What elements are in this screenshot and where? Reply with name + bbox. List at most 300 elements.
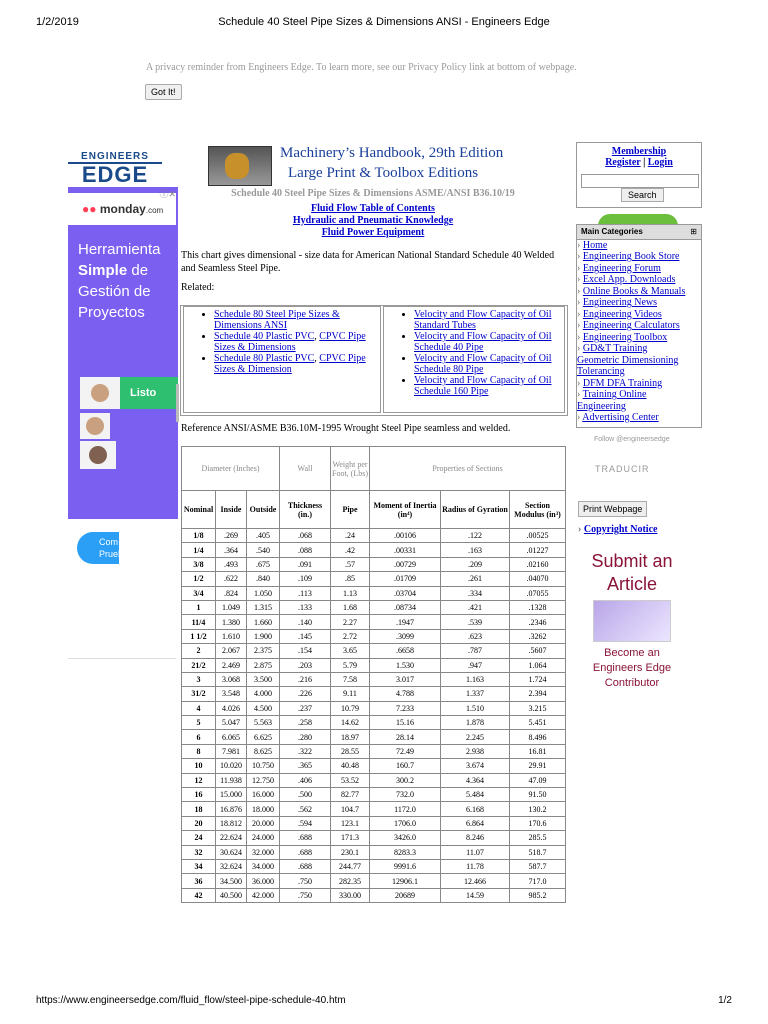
brand-dots-icon: ●●	[82, 202, 100, 216]
table-cell: 244.77	[331, 859, 370, 873]
table-cell: 21/2	[182, 658, 216, 672]
table-cell: .840	[247, 572, 280, 586]
header-weight: Weight per Foot, (Lbs)	[331, 447, 370, 491]
col-modulus: Section Modulus (in³)	[510, 491, 566, 529]
category-link[interactable]: GD&T Training	[582, 343, 648, 354]
table-cell: 330.00	[331, 888, 370, 902]
table-cell: 1/4	[182, 543, 216, 557]
table-cell: 3.017	[370, 672, 441, 686]
table-cell: 1.530	[370, 658, 441, 672]
table-cell: 717.0	[510, 874, 566, 888]
table-cell: .122	[441, 529, 510, 543]
table-cell: 11.78	[441, 859, 510, 873]
table-cell: 20	[182, 816, 216, 830]
table-cell: 15.000	[216, 788, 247, 802]
table-cell: .258	[280, 716, 331, 730]
category-item	[577, 389, 701, 401]
table-cell: 5	[182, 716, 216, 730]
table-cell: 2.469	[216, 658, 247, 672]
follow-link[interactable]: Follow @engineersedge	[594, 436, 670, 443]
table-cell: 8283.3	[370, 845, 441, 859]
nav-links	[180, 203, 566, 239]
logo-line1: ENGINEERS	[68, 152, 162, 164]
table-cell: .675	[247, 557, 280, 571]
category-link[interactable]: Tolerancing	[577, 366, 625, 377]
table-row	[182, 816, 566, 830]
table-cell: 11/4	[182, 615, 216, 629]
table-row	[182, 744, 566, 758]
category-link[interactable]: Geometric Dimensioning	[577, 354, 679, 366]
table-row	[182, 687, 566, 701]
table-row	[182, 845, 566, 859]
table-cell: 1.380	[216, 615, 247, 629]
col-inside: Inside	[216, 491, 247, 529]
table-cell: 2.72	[331, 629, 370, 643]
table-row	[182, 831, 566, 845]
table-cell: 3426.0	[370, 831, 441, 845]
category-link[interactable]: Online Books & Manuals	[582, 285, 686, 297]
table-cell: 16.81	[510, 744, 566, 758]
table-cell: .08734	[370, 600, 441, 614]
table-cell: 5.79	[331, 658, 370, 672]
table-cell: 1.050	[247, 586, 280, 600]
table-row	[182, 701, 566, 715]
table-cell: 1.510	[441, 701, 510, 715]
table-cell: 12.466	[441, 874, 510, 888]
col-thickness: Thickness (in.)	[280, 491, 331, 529]
table-cell: 2.875	[247, 658, 280, 672]
table-cell: .3099	[370, 629, 441, 643]
print-page-number: 1/2	[718, 995, 732, 1006]
table-cell: 7.233	[370, 701, 441, 715]
table-cell: 10.020	[216, 759, 247, 773]
print-webpage-button[interactable]: Print Webpage	[578, 501, 647, 517]
search-button[interactable]: Search	[621, 188, 664, 202]
link-sch40-cpvc[interactable]: CPVC Pipe Sizes & Dimensions	[214, 331, 366, 353]
table-cell: .406	[280, 773, 331, 787]
pipe-dimensions-table	[181, 446, 566, 903]
link-velocity-tubes[interactable]: Velocity and Flow Capacity of Oil Standard Tubes	[414, 309, 552, 331]
category-arrow-icon: ›	[577, 343, 583, 354]
table-cell: 91.50	[510, 788, 566, 802]
table-cell: 160.7	[370, 759, 441, 773]
category-item	[577, 378, 701, 390]
table-cell: .787	[441, 644, 510, 658]
ad-avatar-card-3	[80, 441, 116, 469]
table-cell: .133	[280, 600, 331, 614]
table-cell: .562	[280, 802, 331, 816]
table-cell: 7.58	[331, 672, 370, 686]
table-cell: .540	[247, 543, 280, 557]
link-separator: ,	[314, 331, 320, 342]
ad-headline-2a: Simple	[78, 262, 128, 279]
ad-cta-button[interactable]	[77, 532, 129, 564]
register-link[interactable]: Register	[605, 157, 641, 168]
category-link[interactable]: Engineering Book Store	[582, 251, 680, 262]
table-cell: 4.000	[247, 687, 280, 701]
table-cell: .594	[280, 816, 331, 830]
table-cell: .237	[280, 701, 331, 715]
table-cell: 12906.1	[370, 874, 441, 888]
table-cell: 3/4	[182, 586, 216, 600]
table-cell: 6.864	[441, 816, 510, 830]
login-link[interactable]: Login	[647, 157, 673, 168]
ad-headline-3: Gestión de	[78, 283, 151, 300]
table-cell: 16	[182, 788, 216, 802]
reference-text: Reference ANSI/ASME B36.10M-1995 Wrought Steel Pipe seamless and welded.	[181, 423, 511, 434]
table-cell: .068	[280, 529, 331, 543]
category-link[interactable]: Engineering	[577, 400, 626, 412]
table-cell: .493	[216, 557, 247, 571]
table-cell: 3	[182, 672, 216, 686]
category-item	[577, 332, 701, 344]
table-cell: .04070	[510, 572, 566, 586]
table-cell: .01709	[370, 572, 441, 586]
table-cell: 1.660	[247, 615, 280, 629]
category-item	[577, 343, 701, 355]
related-label: Related:	[181, 282, 215, 293]
table-cell: 16.876	[216, 802, 247, 816]
ad-headline	[78, 239, 161, 323]
submit-line1: Submit an	[591, 551, 673, 571]
related-links-table	[180, 305, 568, 416]
category-arrow-icon: ›	[577, 262, 583, 274]
related-item	[414, 353, 564, 375]
table-row	[182, 644, 566, 658]
ad-brand-name: monday	[99, 202, 146, 216]
table-cell: .203	[280, 658, 331, 672]
table-cell: .85	[331, 572, 370, 586]
category-link[interactable]: Training Online	[582, 389, 647, 400]
table-cell: 4.364	[441, 773, 510, 787]
table-cell: 1.610	[216, 629, 247, 643]
table-cell: 1.878	[441, 716, 510, 730]
table-row	[182, 629, 566, 643]
related-item	[214, 309, 380, 331]
category-link[interactable]: DFM DFA Training	[582, 377, 663, 389]
table-cell: .947	[441, 658, 510, 672]
table-cell: 104.7	[331, 802, 370, 816]
category-item	[577, 286, 701, 298]
category-arrow-icon: ›	[577, 331, 583, 343]
copyright-arrow-icon: ›	[578, 524, 584, 535]
table-row	[182, 788, 566, 802]
table-cell: 3.548	[216, 687, 247, 701]
table-cell: 10	[182, 759, 216, 773]
table-cell: 28.14	[370, 730, 441, 744]
table-cell: .824	[216, 586, 247, 600]
submit-line4: Engineers Edge	[592, 662, 672, 674]
avatar-icon-2	[86, 417, 104, 435]
table-cell: 28.55	[331, 744, 370, 758]
table-cell: 5.484	[441, 788, 510, 802]
category-item	[577, 274, 701, 286]
table-row	[182, 543, 566, 557]
table-cell: .154	[280, 644, 331, 658]
category-arrow-icon: ›	[577, 412, 583, 423]
table-row	[182, 759, 566, 773]
table-row	[182, 658, 566, 672]
table-cell: .209	[441, 557, 510, 571]
avatar-icon	[91, 384, 109, 402]
table-subheader-row	[182, 491, 566, 529]
category-link[interactable]: Engineering Toolbox	[582, 331, 668, 343]
col-pipe: Pipe	[331, 491, 370, 529]
table-cell: 8.496	[510, 730, 566, 744]
table-cell: 11.07	[441, 845, 510, 859]
avatar-icon-3	[89, 446, 107, 464]
table-cell: 30.624	[216, 845, 247, 859]
advertisement[interactable]	[68, 187, 178, 519]
table-cell: .2346	[510, 615, 566, 629]
link-velocity-sch160[interactable]: Velocity and Flow Capacity of Oil Schedule 160 Pipe	[414, 375, 552, 397]
print-date: 1/2/2019	[36, 16, 79, 28]
link-sch80-pvc[interactable]: Schedule 80 Plastic PVC	[214, 353, 315, 364]
related-item	[414, 309, 564, 331]
table-cell: .091	[280, 557, 331, 571]
scroll-marker	[176, 384, 179, 422]
table-cell: 18.812	[216, 816, 247, 830]
ad-avatar-card-2	[80, 413, 110, 439]
table-cell: 985.2	[510, 888, 566, 902]
table-cell: 4.500	[247, 701, 280, 715]
table-cell: 42	[182, 888, 216, 902]
collapse-icon[interactable]: ⊞	[690, 227, 697, 236]
col-moment: Moment of Inertia (in⁴)	[370, 491, 441, 529]
table-cell: 20689	[370, 888, 441, 902]
category-item	[577, 297, 701, 309]
banner-line1: Machinery’s Handbook, 29th Edition	[280, 145, 504, 161]
membership-box	[576, 142, 702, 208]
table-cell: 47.09	[510, 773, 566, 787]
logo-line2: EDGE	[81, 162, 149, 187]
table-cell: 5.451	[510, 716, 566, 730]
table-cell: 300.2	[370, 773, 441, 787]
header-properties: Properties of Sections	[370, 447, 566, 491]
table-cell: 15.16	[370, 716, 441, 730]
got-it-button[interactable]: Got It!	[145, 84, 182, 100]
related-left-column	[183, 306, 381, 413]
category-link[interactable]: Advertising Center	[582, 412, 659, 423]
category-arrow-icon: ›	[577, 297, 583, 308]
table-cell: 1.064	[510, 658, 566, 672]
copyright-link[interactable]: Copyright Notice	[583, 524, 658, 535]
category-link[interactable]: Excel App. Downloads	[582, 274, 676, 285]
link-velocity-sch80[interactable]: Velocity and Flow Capacity of Oil Schedule 80 Pipe	[414, 353, 552, 375]
table-cell: 1172.0	[370, 802, 441, 816]
table-cell: 3.500	[247, 672, 280, 686]
table-cell: 40.48	[331, 759, 370, 773]
category-link[interactable]: Engineering News	[582, 297, 657, 308]
table-cell: 6.065	[216, 730, 247, 744]
table-cell: .280	[280, 730, 331, 744]
related-item	[214, 331, 380, 353]
ad-cta-1: Com	[99, 537, 119, 547]
table-cell: .03704	[370, 586, 441, 600]
table-cell: 7.981	[216, 744, 247, 758]
table-cell: .421	[441, 600, 510, 614]
table-cell: 10.750	[247, 759, 280, 773]
table-cell: 8	[182, 744, 216, 758]
table-cell: .500	[280, 788, 331, 802]
category-item	[577, 240, 701, 252]
category-item	[577, 355, 701, 367]
table-cell: 32.000	[247, 845, 280, 859]
table-cell: .57	[331, 557, 370, 571]
machinery-handbook-banner[interactable]	[208, 143, 526, 187]
table-cell: 1.900	[247, 629, 280, 643]
categories-list	[577, 240, 701, 424]
table-cell: 53.52	[331, 773, 370, 787]
ad-brand-suffix: .com	[145, 206, 164, 215]
link-velocity-sch40[interactable]: Velocity and Flow Capacity of Oil Schedule 40 Pipe	[414, 331, 552, 353]
table-cell: 36	[182, 874, 216, 888]
link-sch80-steel[interactable]: Schedule 80 Steel Pipe Sizes & Dimensions ANSI	[214, 309, 340, 331]
table-cell: .140	[280, 615, 331, 629]
table-cell: .261	[441, 572, 510, 586]
table-cell: 1.049	[216, 600, 247, 614]
table-cell: .113	[280, 586, 331, 600]
category-link[interactable]: Engineering Forum	[582, 262, 661, 274]
table-cell: 20.000	[247, 816, 280, 830]
ad-listo-label: Listo	[120, 377, 178, 409]
table-row	[182, 716, 566, 730]
table-cell: .00106	[370, 529, 441, 543]
table-cell: 2.375	[247, 644, 280, 658]
table-cell: .109	[280, 572, 331, 586]
table-cell: 2.394	[510, 687, 566, 701]
table-cell: .42	[331, 543, 370, 557]
table-cell: 2.067	[216, 644, 247, 658]
table-cell: 12	[182, 773, 216, 787]
categories-header	[577, 225, 701, 240]
category-link[interactable]: Engineering Videos	[582, 308, 662, 320]
table-cell: .02160	[510, 557, 566, 571]
table-cell: 587.7	[510, 859, 566, 873]
related-item	[214, 353, 380, 375]
table-cell: 2.938	[441, 744, 510, 758]
copyright-notice	[578, 524, 657, 535]
category-link[interactable]: Home	[582, 239, 608, 251]
table-cell: .365	[280, 759, 331, 773]
category-arrow-icon: ›	[577, 320, 583, 331]
table-body	[182, 529, 566, 903]
category-arrow-icon: ›	[577, 389, 583, 400]
table-cell: .00525	[510, 529, 566, 543]
table-cell: 18	[182, 802, 216, 816]
submit-line5: Contributor	[604, 677, 660, 689]
submit-line2: Article	[606, 574, 657, 594]
table-cell: .24	[331, 529, 370, 543]
table-cell: .364	[216, 543, 247, 557]
col-outside: Outside	[247, 491, 280, 529]
table-cell: 14.62	[331, 716, 370, 730]
table-cell: .088	[280, 543, 331, 557]
table-cell: .539	[441, 615, 510, 629]
table-cell: 282.35	[331, 874, 370, 888]
ad-avatar-card	[80, 377, 120, 409]
table-cell: 1.68	[331, 600, 370, 614]
submit-line3: Become an	[604, 647, 660, 659]
category-arrow-icon: ›	[577, 285, 583, 297]
ad-close-icon[interactable]: ⓘ✕	[159, 189, 176, 199]
table-cell: 123.1	[331, 816, 370, 830]
table-row	[182, 615, 566, 629]
table-cell: .334	[441, 586, 510, 600]
table-cell: 9.11	[331, 687, 370, 701]
search-input[interactable]	[581, 174, 699, 188]
table-cell: .1947	[370, 615, 441, 629]
submit-article-banner[interactable]	[583, 550, 681, 691]
table-cell: 34.000	[247, 859, 280, 873]
table-cell: 12.750	[247, 773, 280, 787]
table-cell: .623	[441, 629, 510, 643]
membership-link[interactable]: Membership	[611, 146, 667, 157]
category-arrow-icon: ›	[577, 377, 583, 389]
table-cell: 24	[182, 831, 216, 845]
related-item	[414, 331, 564, 353]
nav-link-fluid-power[interactable]: Fluid Power Equipment	[321, 227, 425, 238]
table-cell: 1.13	[331, 586, 370, 600]
ad-headline-2b: de	[127, 262, 149, 279]
header-diameter: Diameter (Inches)	[182, 447, 280, 491]
print-title: Schedule 40 Steel Pipe Sizes & Dimensions ANSI - Engineers Edge	[218, 16, 550, 28]
table-cell: 1	[182, 600, 216, 614]
main-categories-box	[576, 224, 702, 428]
table-cell: .688	[280, 831, 331, 845]
nav-link-hydraulic[interactable]: Hydraulic and Pneumatic Knowledge	[292, 215, 454, 226]
left-divider	[68, 658, 176, 659]
table-cell: .6658	[370, 644, 441, 658]
translate-button[interactable]: TRADUCIR	[595, 464, 650, 474]
category-arrow-icon: ›	[577, 274, 583, 285]
link-sch40-pvc[interactable]: Schedule 40 Plastic PVC	[214, 331, 315, 342]
categories-title: Main Categories	[581, 227, 643, 236]
table-cell: 32.624	[216, 859, 247, 873]
ad-cta-2: Prueba	[99, 549, 129, 559]
engineers-edge-logo[interactable]	[68, 152, 162, 186]
col-nominal: Nominal	[182, 491, 216, 529]
table-cell: 3.65	[331, 644, 370, 658]
col-radius: Radius of Gyration	[441, 491, 510, 529]
table-row	[182, 529, 566, 543]
table-row	[182, 874, 566, 888]
table-cell: 230.1	[331, 845, 370, 859]
category-link[interactable]: Engineering Calculators	[582, 320, 680, 331]
table-cell: .00729	[370, 557, 441, 571]
table-cell: .01227	[510, 543, 566, 557]
article-papers-image	[593, 600, 671, 642]
table-cell: 1.337	[441, 687, 510, 701]
table-row	[182, 557, 566, 571]
table-row	[182, 600, 566, 614]
table-cell: 4.026	[216, 701, 247, 715]
intro-text: This chart gives dimensional - size data for American National Standard Schedule 40 Welded and Seamless Steel Pipe.	[181, 250, 555, 274]
table-row	[182, 572, 566, 586]
table-cell: 16.000	[247, 788, 280, 802]
nav-link-fluid-flow[interactable]: Fluid Flow Table of Contents	[311, 203, 435, 214]
table-cell: .688	[280, 859, 331, 873]
table-cell: 2.27	[331, 615, 370, 629]
table-cell: 6.625	[247, 730, 280, 744]
link-sch80-cpvc[interactable]: CPVC Pipe Sizes & Dimension	[214, 353, 366, 375]
table-cell: .405	[247, 529, 280, 543]
table-cell: 24.000	[247, 831, 280, 845]
table-cell: 171.3	[331, 831, 370, 845]
ad-headline-4: Proyectos	[78, 304, 145, 321]
table-cell: .145	[280, 629, 331, 643]
table-cell: .00331	[370, 543, 441, 557]
